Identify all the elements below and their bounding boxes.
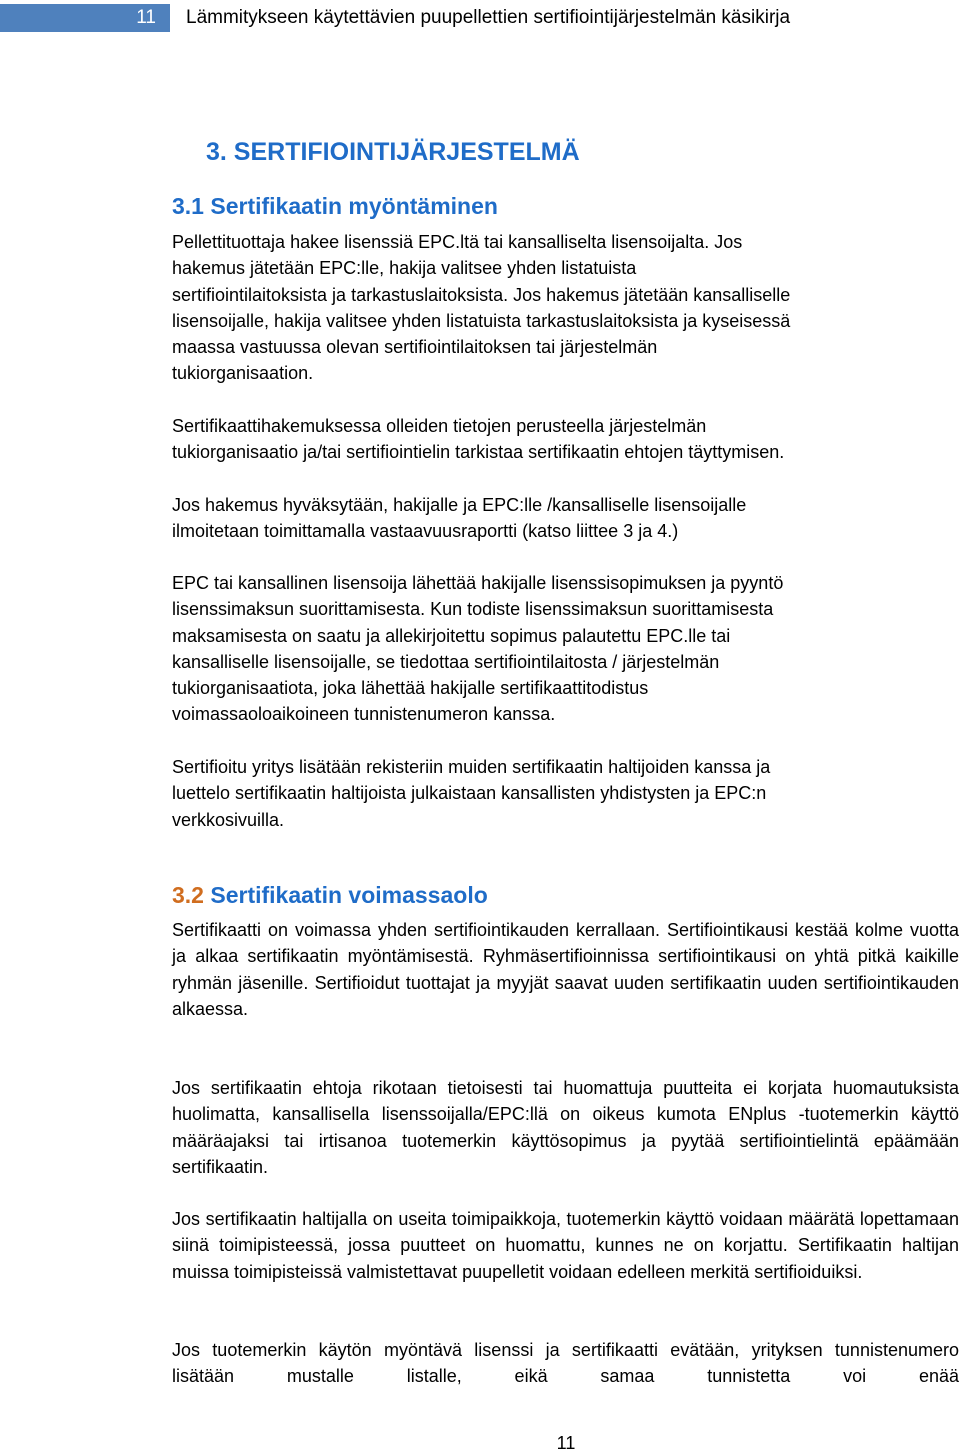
paragraph-text: Jos sertifikaatin haltijalla on useita toimipaikkoja, tuotemerkin käyttö voidaan määrätä lopettamaan siinä toimipisteessä, jossa puutteet on huomattu, kunnes ne on korjattu. Sertifikaatin haltijan muissa toimipisteissä valmistettavat puupelletit voidaan edelleen merkitä sertifioiduiksi.	[172, 1209, 959, 1282]
text-line: verkkosivuilla.	[172, 809, 285, 830]
text-line: tukiorganisaatio ja/tai sertifiointielin tarkistaa sertifikaatin ehtojen täyttymisen.	[172, 442, 785, 463]
text-line: Sertifikaattihakemuksessa olleiden tietojen perusteella järjestelmän	[172, 416, 707, 436]
text-line: tukiorganisaatiota, joka lähettää hakijalle sertifikaattitodistus	[172, 678, 649, 699]
text-line: Pellettituottaja hakee lisenssiä EPC.ltä tai kansalliselta lisensoijalta. Jos	[172, 232, 743, 252]
section-3-2-heading	[172, 882, 488, 909]
page-header	[0, 0, 960, 36]
section-3-2-paragraph-3	[172, 1206, 959, 1285]
text-line: lisensoijalle, hakija valitsee yhden listatuista tarkastuslaitoksista ja kyseisessä	[172, 310, 791, 331]
footer-page-number: 11	[556, 1433, 576, 1453]
header-page-number: 11	[0, 4, 170, 32]
section-3-1-paragraph-1	[172, 229, 959, 387]
section-3-2-title: Sertifikaatin voimassaolo	[210, 882, 488, 908]
text-line: luettelo sertifikaatin haltijoista julkaistaan kansallisten yhdistysten ja EPC:n	[172, 783, 767, 804]
section-3-2-paragraph-2	[172, 1075, 959, 1180]
text-line: EPC tai kansallinen lisensoija lähettää hakijalle lisenssisopimuksen ja pyyntö	[172, 573, 784, 593]
text-line: Sertifioitu yritys lisätään rekisteriin muiden sertifikaatin haltijoiden kanssa ja	[172, 757, 771, 777]
text-line: sertifiointilaitoksista ja tarkastuslaitoksista. Jos hakemus jätetään kansalliselle	[172, 284, 791, 305]
section-3-1-paragraph-5	[172, 754, 959, 833]
text-line: voimassaoloaikoineen tunnistenumeron kanssa.	[172, 704, 556, 725]
text-line: hakemus jätetään EPC:lle, hakija valitsee yhden listatuista	[172, 258, 637, 279]
section-3-2-paragraph-1	[172, 917, 959, 1022]
section-3-2-number: 3.2	[172, 882, 204, 908]
text-line: Jos hakemus hyväksytään, hakijalle ja EPC:lle /kansalliselle lisensoijalle	[172, 495, 747, 515]
section-3-1-paragraph-3	[172, 492, 959, 545]
text-line: lisenssimaksun suorittamisesta. Kun todiste lisenssimaksun suorittamisesta	[172, 599, 774, 620]
section-3-1-paragraph-4	[172, 570, 959, 728]
paragraph-text: Jos tuotemerkin käytön myöntävä lisenssi ja sertifikaatti evätään, yrityksen tunnistenumero lisätään mustalle listalle, eikä samaa tunnistetta voi enää	[172, 1340, 959, 1387]
section-3-2-paragraph-4	[172, 1337, 959, 1390]
text-line: kansalliselle lisensoijalle, se tiedottaa sertifiointilaitosta / järjestelmän	[172, 651, 720, 672]
text-line: maksamisesta on saatu ja allekirjoitettu sopimus palautettu EPC.lle tai	[172, 625, 731, 646]
paragraph-text: Jos sertifikaatin ehtoja rikotaan tietoisesti tai huomattuja puutteita ei korjata huomautuksista huolimatta, kansallisella lisenssoijalla/EPC:llä on oikeus kumota ENplus -tuotemerkin käyttö määräajaksi tai irtisanoa tuotemerkin käyttösopimus ja pyytää sertifiointielintä epäämään sertifikaatin.	[172, 1078, 959, 1177]
text-line: tukiorganisaation.	[172, 363, 314, 384]
text-line: maassa vastuussa olevan sertifiointilaitoksen tai järjestelmän	[172, 337, 658, 358]
section-3-1-heading: 3.1 Sertifikaatin myöntäminen	[172, 193, 498, 219]
header-title: Lämmitykseen käytettävien puupellettien sertifiointijärjestelmän käsikirja	[186, 7, 791, 28]
chapter-title: 3. SERTIFIOINTIJÄRJESTELMÄ	[206, 138, 580, 166]
paragraph-text: Sertifikaatti on voimassa yhden sertifiointikauden kerrallaan. Sertifiointikausi kestää kolme vuotta ja alkaa sertifikaatin myöntämisestä. Ryhmäsertifioinnissa sertifiointikausi on yhtä pitkä kaikille ryhmän jäsenille. Sertifioidut tuottajat ja myyjät saavat uuden sertifikaatin uuden sertifiointikauden alkaessa.	[172, 920, 959, 1019]
section-3-1-paragraph-2	[172, 413, 959, 466]
text-line: ilmoitetaan toimittamalla vastaavuusraportti (katso liittee 3 ja 4.)	[172, 521, 679, 542]
